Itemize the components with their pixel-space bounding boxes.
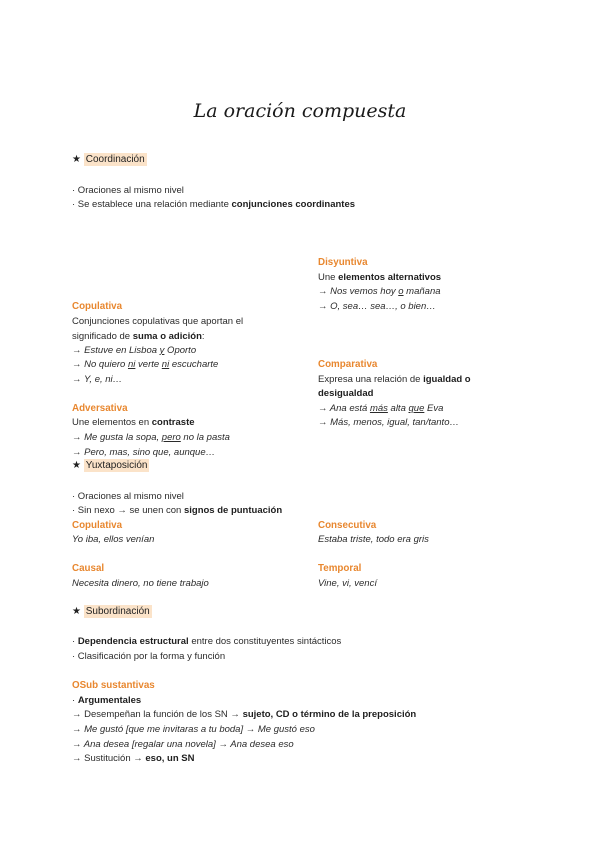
bullet-item: · Oraciones al mismo nivel xyxy=(72,185,184,196)
example-line: → Me gusta la sopa, pero no la pasta xyxy=(72,432,230,443)
subheading-consecutiva: Consecutiva xyxy=(318,520,377,531)
example-line: → Más, menos, igual, tan/tanto… xyxy=(318,417,459,428)
definition-line: significado de suma o adición: xyxy=(72,331,205,342)
subheading-comparativa: Comparativa xyxy=(318,359,378,370)
star-icon: ★ xyxy=(72,460,81,471)
section-heading-subordinacion xyxy=(72,606,152,617)
example-line: Yo iba, ellos venían xyxy=(72,534,155,545)
heading-text: Subordinación xyxy=(85,606,150,617)
example-line: → Y, e, ni… xyxy=(72,374,123,385)
example-line: → Ana desea [regalar una novela] → Ana desea eso xyxy=(72,739,294,750)
example-line: → Pero, mas, sino que, aunque… xyxy=(72,447,216,458)
star-icon: ★ xyxy=(72,606,81,617)
subheading-osub-sustantivas: OSub sustantivas xyxy=(72,680,155,691)
subheading-temporal: Temporal xyxy=(318,563,362,574)
bullet-item: · Clasificación por la forma y función xyxy=(72,651,226,662)
section-heading-coordinacion xyxy=(72,154,147,165)
example-line: → O, sea… sea…, o bien… xyxy=(318,301,436,312)
section-heading-yuxtaposicion xyxy=(72,460,149,471)
heading-text: Yuxtaposición xyxy=(85,460,148,471)
subheading-copulativa: Copulativa xyxy=(72,520,123,531)
bullet-item: · Argumentales xyxy=(72,695,142,706)
subheading-copulativa: Copulativa xyxy=(72,301,123,312)
example-line: → Me gustó [que me invitaras a tu boda] → Me gustó eso xyxy=(72,724,315,735)
bullet-item: · Dependencia estructural entre dos constituyentes sintácticos xyxy=(72,636,342,647)
bullet-item: · Oraciones al mismo nivel xyxy=(72,491,184,502)
page-title: La oración compuesta xyxy=(193,100,407,122)
example-line: Necesita dinero, no tiene trabajo xyxy=(72,578,209,589)
subheading-adversativa: Adversativa xyxy=(72,403,128,414)
bullet-item: · Sin nexo → se unen con signos de puntuación xyxy=(72,505,283,516)
example-line: → Ana está más alta que Eva xyxy=(318,403,444,414)
example-line: → Estuve en Lisboa y Oporto xyxy=(72,345,197,356)
definition-line: → Desempeñan la función de los SN → sujeto, CD o término de la preposición xyxy=(72,709,417,720)
subheading-disyuntiva: Disyuntiva xyxy=(318,257,368,268)
example-line: → Nos vemos hoy o mañana xyxy=(318,286,441,297)
definition-line: Expresa una relación de igualdad o xyxy=(318,374,471,385)
definition-line: Une elementos alternativos xyxy=(318,272,442,283)
example-line: Vine, vi, vencí xyxy=(318,578,377,589)
bullet-item: · Se establece una relación mediante conjunciones coordinantes xyxy=(72,199,356,210)
definition-line: → Sustitución → eso, un SN xyxy=(72,753,195,764)
subheading-causal: Causal xyxy=(72,563,105,574)
example-line: → No quiero ni verte ni escucharte xyxy=(72,359,219,370)
example-line: Estaba triste, todo era gris xyxy=(318,534,429,545)
definition-line: desigualdad xyxy=(318,388,374,399)
heading-text: Coordinación xyxy=(85,154,145,165)
definition-line: Une elementos en contraste xyxy=(72,417,195,428)
definition-line: Conjunciones copulativas que aportan el xyxy=(72,316,244,327)
star-icon: ★ xyxy=(72,154,81,165)
